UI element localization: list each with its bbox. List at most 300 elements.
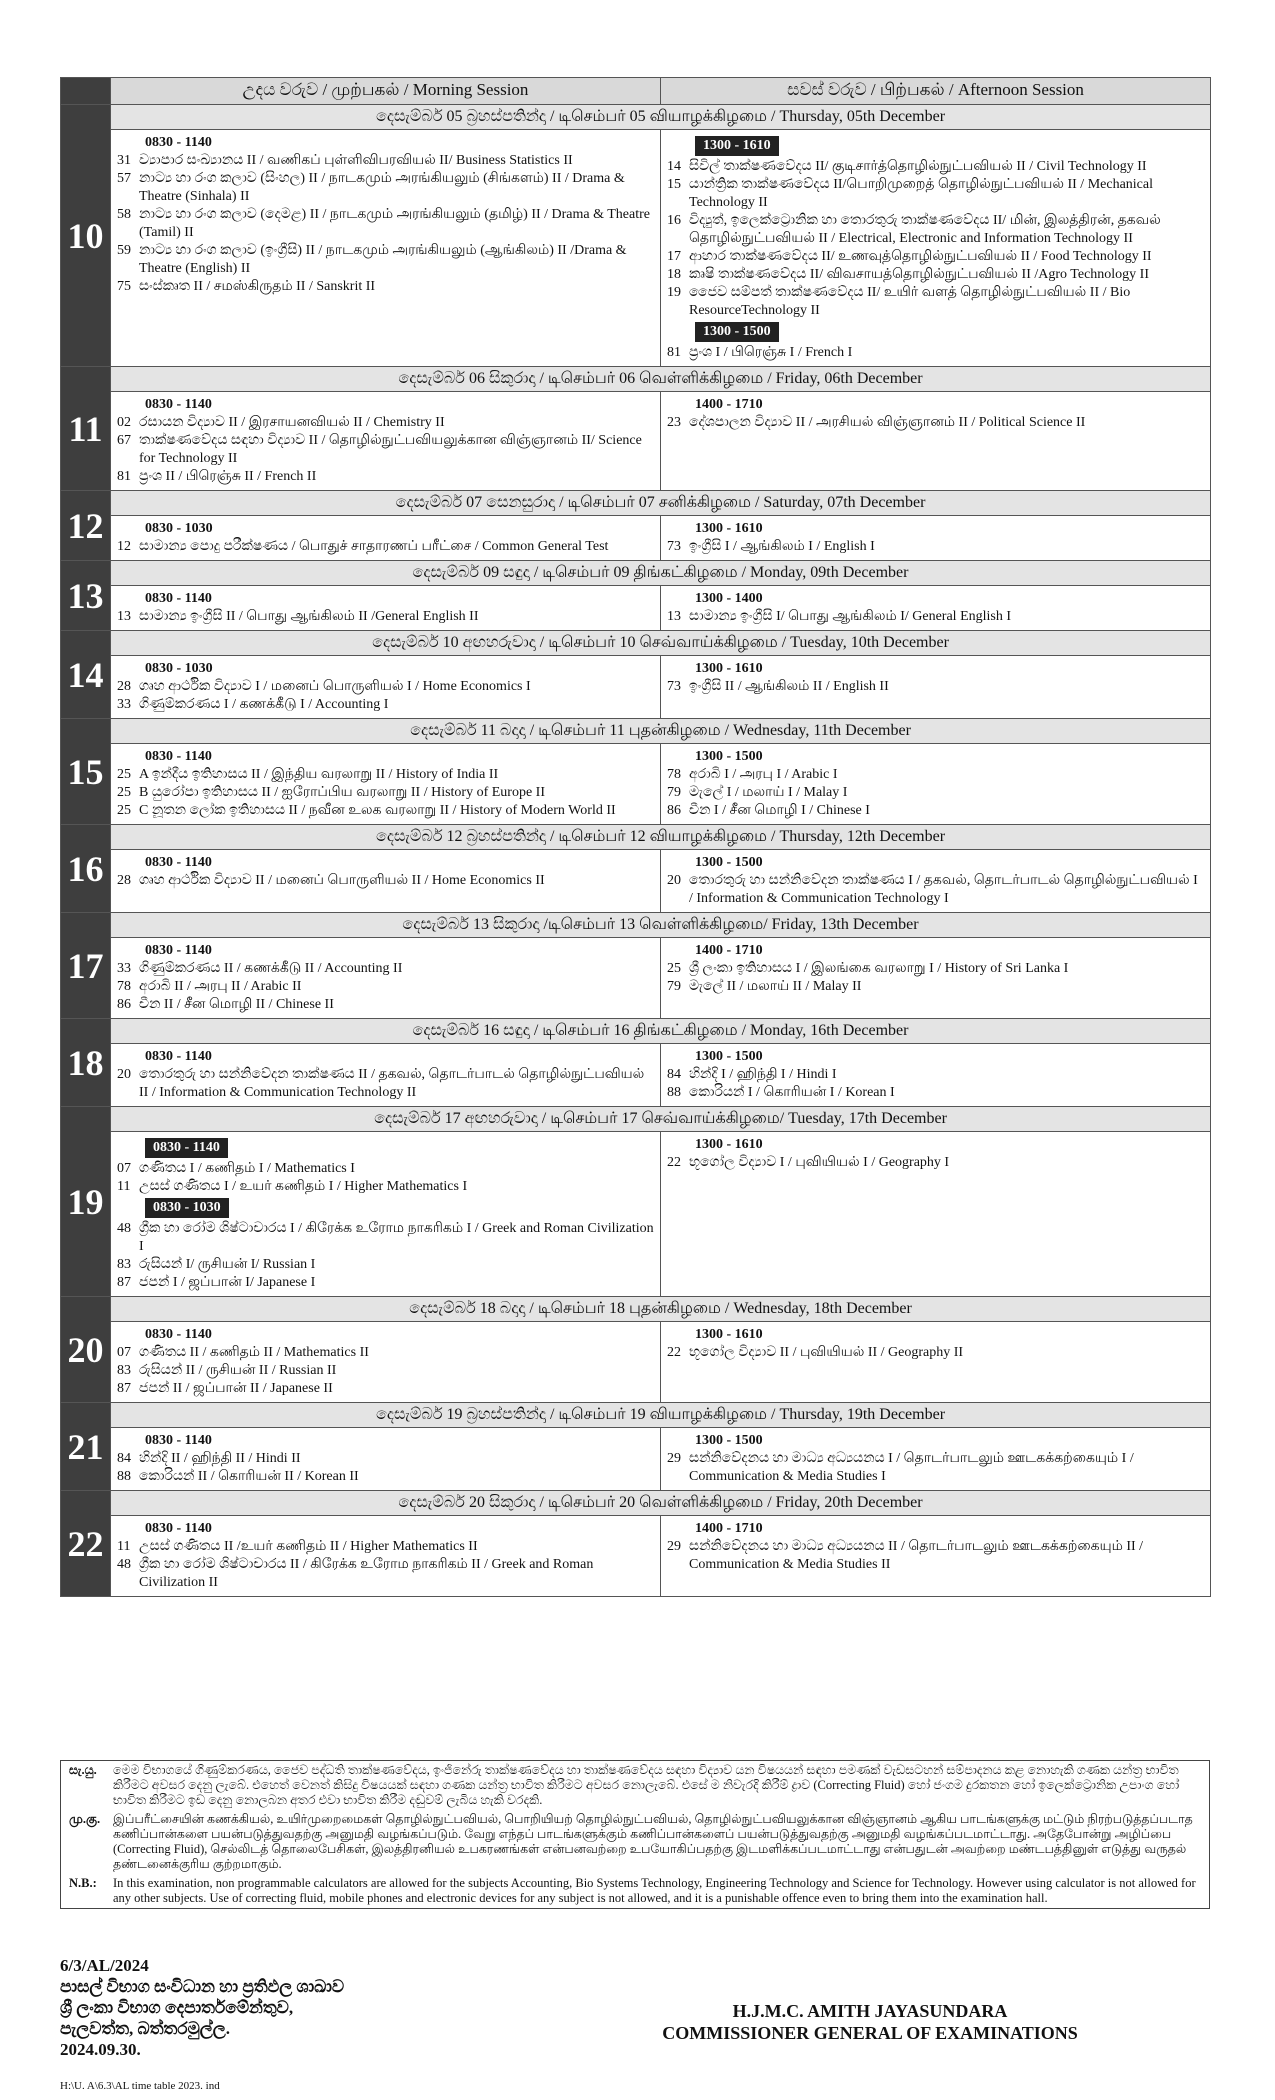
subject-code: 13 [667,609,681,624]
subject-row [117,1450,654,1468]
subject-name: ප්‍රංශ II / பிரெஞ்சு II / French II [139,469,317,484]
subject-row [117,1344,654,1362]
subject-name: ගෘහ ආර්ථික විද්‍යාව II / மனைப் பொருளியல் II / Home Economics II [139,873,545,888]
subject-name: විද්‍යුත්, ඉලෙක්ට්‍රොනික හා තොරතුරු තාක්ෂණවේදය II/ மின், இலத்திரன், தகவல் தொழில்நுட்பவியல் II / Electrical, Electronic and Information Technology II [689,213,1161,246]
subject-code: 28 [117,873,131,888]
subject-code: 58 [117,207,131,222]
subject-name: ගිණුම්කරණය I / கணக்கீடு I / Accounting I [139,697,389,712]
morning-session [111,586,661,631]
subject-name: දේශපාලන විද්‍යාව II / அரசியல் விஞ்ஞானம் II / Political Science II [689,415,1086,430]
session-row [61,130,1211,367]
afternoon-session [661,1044,1211,1107]
subject-row [117,1380,654,1398]
subject-name: චීන I / சீன மொழி I / Chinese I [689,803,870,818]
subject-code: 73 [667,679,681,694]
subject-code: 02 [117,415,131,430]
subject-name: නාට්‍ය හා රංග කලාව (ඉංග්‍රීසි) II / நாடகமும் அரங்கியலும் (ஆங்கிலம்) II /Drama & Theatre (English) II [139,243,627,276]
morning-header: උදය වරුව / முற்பகல் / Morning Session [111,78,661,105]
subject-name: අරාබි I / அரபு I / Arabic I [689,767,838,782]
subject-row [117,1556,654,1592]
subject-row [667,158,1204,176]
subject-name: උසස් ගණිතය II /உயர் கணிதம் II / Higher Mathematics II [139,1539,478,1554]
morning-session [111,656,661,719]
date-row [61,1491,1211,1516]
subject-row [667,414,1204,432]
subject-row [667,802,1204,820]
session-row [61,744,1211,825]
subject-row [117,1256,654,1274]
subject-name: ආහාර තාක්ෂණවේදය II/ உணவுத்தொழில்நுட்பவியல் II / Food Technology II [689,249,1152,264]
session-time: 0830 - 1140 [145,1049,212,1064]
subject-code: 18 [667,267,681,282]
subject-name: හින්දි I / ஹிந்தி I / Hindi I [689,1067,837,1082]
subject-row [117,414,654,432]
subject-row [117,960,654,978]
subject-name: ජපන් I / ஜப்பான் I/ Japanese I [139,1275,316,1290]
afternoon-session [661,1322,1211,1403]
day-number: 15 [61,719,111,825]
session-time-wrap [117,1196,654,1220]
note-row [61,1874,1209,1908]
session-time: 1300 - 1500 [695,1433,763,1448]
session-time: 1300 - 1500 [695,1049,763,1064]
date-label: දෙසැම්බර් 20 සිකුරාදා / டிசெம்பர் 20 வெள்ளிக்கிழமை / Friday, 20th December [111,1491,1211,1516]
afternoon-session [661,130,1211,367]
morning-session [111,938,661,1019]
day-number: 22 [61,1491,111,1597]
subject-code: 81 [667,345,681,360]
header-blank [61,78,111,105]
subject-name: ගිණුම්කරණය II / கணக்கீடு II / Accounting II [139,961,403,976]
date-label: දෙසැම්බර් 19 බ්‍රහස්පතින්දා / டிசெம்பர் 19 வியாழக்கிழமை / Thursday, 19th December [111,1403,1211,1428]
session-row [61,938,1211,1019]
session-time: 1400 - 1710 [695,1521,763,1536]
subject-row [117,766,654,784]
subject-code: 83 [117,1363,131,1378]
reference-number: 6/3/AL/2024 [60,1956,149,1975]
subject-code: 48 [117,1557,131,1572]
subject-row [117,1538,654,1556]
subject-row [667,978,1204,996]
subject-code: 31 [117,153,131,168]
subject-name: ශ්‍රී ලංකා ඉතිහාසය I / இலங்கை வரலாறு I / History of Sri Lanka I [689,961,1069,976]
subject-code: 87 [117,1275,131,1290]
subject-code: 75 [117,279,131,294]
session-time: 0830 - 1140 [145,1433,212,1448]
subject-row [667,266,1204,284]
subject-row [117,278,654,296]
date-row [61,105,1211,130]
subject-name: සන්නිවේදනය හා මාධ්‍ය අධ්‍යයනය II / தொடர்பாடலும் ஊடகக்கற்கையும் II / Communication & Media Studies II [689,1539,1144,1572]
subject-name: C නූතන ලෝක ඉතිහාසය II / நவீன உலக வரலாறு II / History of Modern World II [139,803,616,818]
date-label: දෙසැම්බර් 05 බ්‍රහස්පතින්දා / டிசெம்பர் 05 வியாழக்கிழமை / Thursday, 05th December [111,105,1211,130]
session-time: 0830 - 1030 [145,1198,229,1218]
subject-name: සංස්කෘත II / சமஸ்கிருதம் II / Sanskrit II [139,279,376,294]
session-time-wrap [667,320,1204,344]
subject-code: 67 [117,433,131,448]
subject-row [667,960,1204,978]
subject-code: 20 [667,873,681,888]
subject-row [667,344,1204,362]
subject-row [117,206,654,242]
afternoon-session [661,1516,1211,1597]
timetable [60,77,1210,1597]
date-row [61,1107,1211,1132]
subject-name: සාමාන්‍ය ඉංග්‍රීසි I/ பொது ஆங்கிலம் I/ General English I [689,609,1012,624]
note-label: සැ.යු. [69,1763,97,1777]
subject-row [667,784,1204,802]
subject-row [117,242,654,278]
day-number: 10 [61,105,111,367]
subject-name: B යුරෝපා ඉතිහාසය II / ஐரோப்பிய வரலாறு II / History of Europe II [139,785,545,800]
date-row [61,367,1211,392]
session-row [61,392,1211,491]
subject-name: චීන II / சீன மொழி II / Chinese II [139,997,334,1012]
subject-name: ප්‍රංශ I / பிரெஞ்சு I / French I [689,345,853,360]
subject-code: 86 [117,997,131,1012]
session-row [61,656,1211,719]
session-time: 1300 - 1500 [695,322,779,342]
date-row [61,1403,1211,1428]
note-row [61,1761,1209,1810]
subject-name: තොරතුරු හා සන්නිවේදන තාක්ෂණය I / தகவல், தொடர்பாடல் தொழில்நுட்பவியல் I / Information & Communication Technology I [689,873,1198,906]
subject-code: 28 [117,679,131,694]
subject-code: 14 [667,159,681,174]
session-time: 1300 - 1610 [695,661,763,676]
subject-name: යාන්ත්‍රික තාක්ෂණවේදය II/பொறிமுறைத் தொழில்நுட்பவியல் II / Mechanical Technology II [689,177,1153,210]
subject-code: 33 [117,697,131,712]
subject-row [117,1468,654,1486]
date-row [61,631,1211,656]
subject-name: රසායන විද්‍යාව II / இரசாயனவியல் II / Chemistry II [139,415,445,430]
session-time: 0830 - 1030 [145,661,213,676]
session-time: 1300 - 1500 [695,749,763,764]
date-label: දෙසැම්බර් 13 සිකුරාදා /டிசெம்பர் 13 வெள்ளிக்கிழமை/ Friday, 13th December [111,913,1211,938]
subject-code: 79 [667,785,681,800]
subject-row [667,1154,1204,1172]
session-time: 0830 - 1140 [145,135,212,150]
subject-code: 12 [117,539,131,554]
subject-name: ජපන් II / ஜப்பான் II / Japanese II [139,1381,333,1396]
subject-row [117,1274,654,1292]
day-number: 13 [61,561,111,631]
day-number: 20 [61,1297,111,1403]
morning-session [111,1044,661,1107]
subject-row [667,176,1204,212]
subject-row [117,468,654,486]
subject-code: 57 [117,171,131,186]
session-row [61,850,1211,913]
subject-name: ගණිතය I / கணிதம் I / Mathematics I [139,1161,355,1176]
office-line-2: ශ්‍රී ලංකා විභාග දෙපාර්තමේන්තුව, [60,1998,294,2017]
session-row [61,1516,1211,1597]
subject-code: 59 [117,243,131,258]
morning-session [111,392,661,491]
office-line-3: පැලවත්ත, බත්තරමුල්ල. [60,2019,230,2038]
header-row [61,78,1211,105]
session-row [61,1322,1211,1403]
date-label: දෙසැම්බර් 16 සඳුදා / டிசெம்பர் 16 திங்கட்கிழமை / Monday, 16th December [111,1019,1211,1044]
subject-code: 20 [117,1067,131,1082]
subject-code: 88 [117,1469,131,1484]
day-number: 16 [61,825,111,913]
subject-code: 25 [117,785,131,800]
subject-name: A ඉන්දීය ඉතිහාසය II / இந்திய வரலாறு II / History of India II [139,767,499,782]
date-row [61,719,1211,744]
subject-name: ඉංග්‍රීසි I / ஆங்கிலம் I / English I [689,539,875,554]
subject-code: 78 [117,979,131,994]
subject-code: 25 [117,803,131,818]
subject-code: 11 [117,1539,131,1554]
subject-code: 73 [667,539,681,554]
day-number: 11 [61,367,111,491]
subject-name: කෘෂි තාක්ෂණවේදය II/ விவசாயத்தொழில்நுட்பவியல் II /Agro Technology II [689,267,1149,282]
subject-row [117,152,654,170]
subject-code: 07 [117,1345,131,1360]
subject-code: 48 [117,1221,131,1236]
subject-name: තොරතුරු හා සන්නිවේදන තාක්ෂණය II / தகவல், தொடர்பாடல் தொழில்நுட்பவியல் II / Information & Communication Technology II [139,1067,645,1100]
subject-name: උසස් ගණිතය I / உயர் கணிதம் I / Higher Mathematics I [139,1179,468,1194]
subject-row [667,766,1204,784]
subject-row [667,678,1204,696]
subject-code: 19 [667,285,681,300]
subject-name: භූගෝල විද්‍යාව I / புவியியல் I / Geography I [689,1155,950,1170]
subject-code: 78 [667,767,681,782]
session-time: 1300 - 1400 [695,591,763,606]
subject-code: 13 [117,609,131,624]
date-label: දෙසැම්බර් 18 බදාදා / டிசெம்பர் 18 புதன்கிழமை / Wednesday, 18th December [111,1297,1211,1322]
subject-row [117,872,654,890]
session-row [61,1428,1211,1491]
notes-box [60,1760,1210,1909]
subject-name: නාට්‍ය හා රංග කලාව (දෙමළ) II / நாடகமும் அரங்கியலும் (தமிழ்) II / Drama & Theatre (Tamil) II [139,207,651,240]
subject-code: 22 [667,1345,681,1360]
session-time: 1300 - 1610 [695,1327,763,1342]
morning-session [111,130,661,367]
signatory-name: H.J.M.C. AMITH JAYASUNDARA [732,2001,1008,2021]
morning-session [111,1428,661,1491]
subject-name: ජෛව සම්පත් තාක්ෂණවේදය II/ உயிர் வளத் தொழில்நுட்பவியல் II / Bio ResourceTechnology II [689,285,1131,318]
day-number: 21 [61,1403,111,1491]
note-label: N.B.: [69,1876,97,1890]
afternoon-session [661,392,1211,491]
session-time: 1300 - 1610 [695,1137,763,1152]
subject-row [117,996,654,1014]
subject-code: 22 [667,1155,681,1170]
date-label: දෙසැම්බර් 06 සිකුරාදා / டிசெம்பர் 06 வெள்ளிக்கிழமை / Friday, 06th December [111,367,1211,392]
date-label: දෙසැම්බර් 09 සඳුදා / டிசெம்பர் 09 திங்கட்கிழமை / Monday, 09th December [111,561,1211,586]
session-time: 1300 - 1610 [695,521,763,536]
subject-code: 84 [667,1067,681,1082]
subject-row [117,432,654,468]
subject-row [667,1084,1204,1102]
subject-name: මැලේ I / மலாய் I / Malay I [689,785,848,800]
subject-row [117,1362,654,1380]
note-label: மு.கு. [69,1812,101,1826]
subject-code: 25 [667,961,681,976]
day-number: 19 [61,1107,111,1297]
morning-session [111,1516,661,1597]
session-time: 0830 - 1140 [145,855,212,870]
day-number: 18 [61,1019,111,1107]
subject-code: 86 [667,803,681,818]
subject-row [667,1450,1204,1486]
subject-code: 79 [667,979,681,994]
afternoon-session [661,516,1211,561]
subject-row [117,1160,654,1178]
subject-name: ග්‍රීක හා රෝම ශිෂ්ටාචාරය II / கிரேக்க உரோம நாகரிகம் II / Greek and Roman Civilization II [139,1557,594,1590]
session-row [61,586,1211,631]
subject-row [667,248,1204,266]
subject-name: අරාබි II / அரபு II / Arabic II [139,979,302,994]
session-time: 0830 - 1140 [145,1138,228,1158]
date-label: දෙසැම්බර් 07 සෙනසුරාදා / டிசெம்பர் 07 சனிக்கிழமை / Saturday, 07th December [111,491,1211,516]
afternoon-session [661,1428,1211,1491]
subject-code: 88 [667,1085,681,1100]
afternoon-session [661,850,1211,913]
subject-name: සාමාන්‍ය පොදු පරීක්ෂණය / பொதுச் சாதாரணப் பரீட்சை / Common General Test [139,539,609,554]
subject-row [117,608,654,626]
afternoon-session [661,744,1211,825]
subject-name: සන්නිවේදනය හා මාධ්‍ය අධ්‍යයනය I / தொடர்பாடலும் ஊடகக்கற்கையும் I / Communication & Media Studies I [689,1451,1134,1484]
subject-row [667,1344,1204,1362]
subject-name: නාට්‍ය හා රංග කලාව (සිංහල) II / நாடகமும் அரங்கியலும் (சிங்களம்) II / Drama & Theatre (Sinhala) II [139,171,625,204]
subject-code: 17 [667,249,681,264]
note-text: මෙම විභාගයේ ගිණුම්කරණය, ජෛව පද්ධති තාක්ෂණවේදය, ඉංජිනේරු තාක්ෂණවේදය හා තාක්ෂණවේදය සඳහා විද්‍යාව යන විෂයයන් සඳහා පමණක් වැඩසටහන් සම්පාදනය කළ නොහැකි ගණක යන්ත්‍ර භාවිත කිරීමට අවසර දෙනු ලැබේ. එහෙත් වෙනත් කිසිදු විෂයයක් සඳහා ගණක යන්ත්‍ර භාවිත කිරීමට අවසර නොලැබේ. එසේ ම නිවැරදි කිරීම් ද්‍රාව (Correcting Fluid) හෝ ජංගම දුරකතන හෝ ඉලෙක්ට්‍රොනික උපාංග හෝ භාවිත කිරීමට ඉඩ දෙනු නොලබන අතර එවා භාවිත කිරීම දඬුවම් ලැබිය හැකි වරදකි. [113,1763,1180,1807]
subject-name: සිවිල් තාක්ෂණවේදය II/ குடிசார்த்தொழில்நுட்பவியல் II / Civil Technology II [689,159,1147,174]
subject-name: ග්‍රීක හා රෝම ශිෂ්ටාචාරය I / கிரேக்க உரோம நாகரிகம் I / Greek and Roman Civilization I [139,1221,654,1254]
subject-code: 16 [667,213,681,228]
footer-signatory [640,2000,1100,2044]
session-time-wrap [117,1136,654,1160]
note-text: இப்பரீட்சையின் கணக்கியல், உயிர்முறைமைகள் தொழில்நுட்பவியல், பொறியியற் தொழில்நுட்பவியல், தொழில்நுட்பவியலுக்கான விஞ்ஞானம் ஆகிய பாடங்களுக்கு மட்டும் நிரற்படுத்தப்படாத கணிப்பான்களை பயன்படுத்துவதற்கு அனுமதி வழங்கப்படும். வேறு எந்தப் பாடங்களுக்கும் கணிப்பான்களைப் பயன்படுத்துவதற்கு அனுமதி வழங்கப்படமாட்டாது. அதேபோன்று அழிப்பை (Correcting Fluid), செல்லிடத் தொலைபேசிகள், இலத்திரனியல் உபகரணங்கள் என்பனவற்றை உபயோகிப்பதற்கு இடமளிக்கப்படமாட்டாது என்பதுடன் அவற்றை மண்டபத்தினுள் எடுத்து வருதல் தண்டனைக்குரிய குற்றமாகும். [113,1812,1193,1871]
date-label: දෙසැම්බර් 11 බදාදා / டிசெம்பர் 11 புதன்கிழமை / Wednesday, 11th December [111,719,1211,744]
subject-name: කොරියන් II / கொரியன் II / Korean II [139,1469,359,1484]
session-row [61,1132,1211,1297]
signatory-title: COMMISSIONER GENERAL OF EXAMINATIONS [662,2023,1078,2043]
day-number: 12 [61,491,111,561]
date-label: දෙසැම්බර් 17 අඟහරුවාදා / டிசெம்பர் 17 செவ்வாய்க்கிழமை/ Tuesday, 17th December [111,1107,1211,1132]
subject-row [667,538,1204,556]
subject-code: 23 [667,415,681,430]
session-time: 0830 - 1030 [145,521,213,536]
session-time: 0830 - 1140 [145,943,212,958]
session-time: 0830 - 1140 [145,591,212,606]
date-row [61,825,1211,850]
session-row [61,516,1211,561]
session-time: 1400 - 1710 [695,397,763,412]
subject-row [117,1178,654,1196]
subject-code: 29 [667,1539,681,1554]
office-line-1: පාසල් විභාග සංවිධාන හා ප්‍රතිඵල ශාඛාව [60,1977,345,1996]
date-label: දෙසැම්බර් 10 අඟහරුවාදා / டிசெம்பர் 10 செவ்வாய்க்கிழமை / Tuesday, 10th December [111,631,1211,656]
session-time: 1400 - 1710 [695,943,763,958]
subject-code: 81 [117,469,131,484]
date-row [61,1297,1211,1322]
subject-name: සාමාන්‍ය ඉංග්‍රීසි II / பொது ஆங்கிலம் II /General English II [139,609,479,624]
session-time: 0830 - 1140 [145,397,212,412]
subject-name: ගෘහ ආර්ථික විද්‍යාව I / மனைப் பொருளியல் I / Home Economics I [139,679,531,694]
subject-code: 33 [117,961,131,976]
subject-row [117,696,654,714]
subject-row [117,978,654,996]
note-text: In this examination, non programmable calculators are allowed for the subjects Accounting, Bio Systems Technology, Engineering Technology and Science for Technology. However using calculator is not allowed for any other subjects. Use of correcting fluid, mobile phones and electronic devices for any subject is not allowed, and it is a punishable offence even to bring them into the examination hall. [113,1876,1196,1905]
subject-row [667,284,1204,320]
session-time: 0830 - 1140 [145,1327,212,1342]
morning-session [111,850,661,913]
date-row [61,491,1211,516]
subject-name: මැලේ II / மலாய் II / Malay II [689,979,862,994]
afternoon-session [661,656,1211,719]
subject-code: 25 [117,767,131,782]
subject-row [117,784,654,802]
timetable-table [60,77,1211,1597]
issue-date: 2024.09.30. [60,2040,141,2059]
subject-name: රුසියන් I/ ருசியன் I/ Russian I [139,1257,316,1272]
subject-row [667,872,1204,908]
footer-office [60,1955,344,2060]
subject-code: 87 [117,1381,131,1396]
subject-row [117,678,654,696]
afternoon-session [661,586,1211,631]
subject-name: හින්දි II / ஹிந்தி II / Hindi II [139,1451,301,1466]
afternoon-session [661,938,1211,1019]
subject-row [117,538,654,556]
subject-code: 11 [117,1179,131,1194]
subject-row [667,608,1204,626]
session-time: 0830 - 1140 [145,749,212,764]
date-row [61,1019,1211,1044]
subject-name: රුසියන් II / ருசியன் II / Russian II [139,1363,337,1378]
note-row [61,1810,1209,1874]
date-row [61,561,1211,586]
afternoon-header: සවස් වරුව / பிற்பகல் / Afternoon Session [661,78,1211,105]
morning-session [111,744,661,825]
subject-name: ගණිතය II / கணிதம் II / Mathematics II [139,1345,369,1360]
session-row [61,1044,1211,1107]
subject-row [667,1066,1204,1084]
session-time: 1300 - 1500 [695,855,763,870]
morning-session [111,1132,661,1297]
date-label: දෙසැම්බර් 12 බ්‍රහස්පතින්දා / டிசெம்பர் 12 வியாழக்கிழமை / Thursday, 12th December [111,825,1211,850]
subject-code: 29 [667,1451,681,1466]
subject-row [667,212,1204,248]
afternoon-session [661,1132,1211,1297]
morning-session [111,1322,661,1403]
subject-name: කොරියන් I / கொரியன் I / Korean I [689,1085,895,1100]
session-time: 1300 - 1610 [695,136,779,156]
subject-code: 15 [667,177,681,192]
subject-name: භූගෝල විද්‍යාව II / புவியியல் II / Geography II [689,1345,964,1360]
date-row [61,913,1211,938]
file-reference: H:\U. A\6.3\AL time table 2023. ind [60,2080,220,2092]
session-time-wrap [667,134,1204,158]
subject-code: 84 [117,1451,131,1466]
subject-name: ව්‍යාපාර සංඛ්‍යානය II / வணிகப் புள்ளிவிபரவியல் II/ Business Statistics II [139,153,573,168]
subject-code: 83 [117,1257,131,1272]
day-number: 17 [61,913,111,1019]
subject-row [667,1538,1204,1574]
subject-code: 07 [117,1161,131,1176]
morning-session [111,516,661,561]
day-number: 14 [61,631,111,719]
session-time: 0830 - 1140 [145,1521,212,1536]
subject-row [117,1220,654,1256]
subject-name: තාක්ෂණවේදය සඳහා විද්‍යාව II / தொழில்நுட்பவியலுக்கான விஞ்ஞானம் II/ Science for Technology II [139,433,642,466]
subject-row [117,1066,654,1102]
subject-name: ඉංග්‍රීසි II / ஆங்கிலம் II / English II [689,679,889,694]
subject-row [117,170,654,206]
